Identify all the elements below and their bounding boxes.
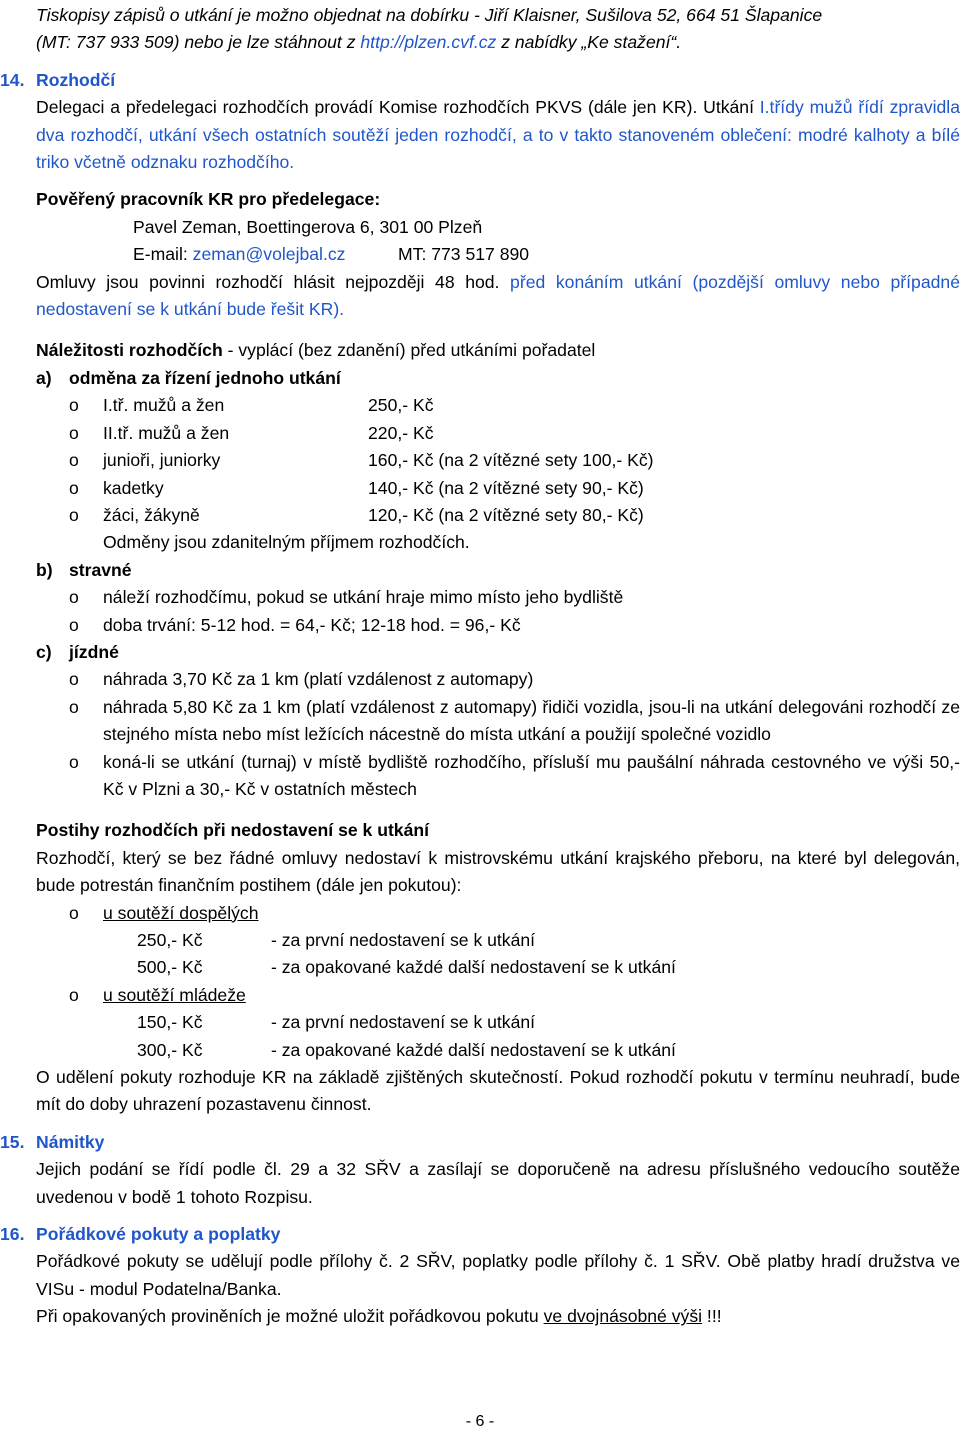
penalty-description: - za opakované každé další nedostavení se k utkání xyxy=(271,957,676,978)
fees-b-heading xyxy=(36,557,960,584)
repeat-offence-start: Při opakovaných proviněních je možné uložit pořádkovou pokutu xyxy=(36,1306,544,1327)
section-16-title: Pořádkové pokuty a poplatky xyxy=(36,1224,281,1245)
fee-amount: 220,- Kč xyxy=(368,422,434,443)
bullet-icon: o xyxy=(69,669,79,690)
list-item xyxy=(36,749,960,804)
fee-category: junioři, juniorky xyxy=(103,450,221,471)
fees-heading-rest: - vyplácí (bez zdanění) před utkáními pořadatel xyxy=(222,340,596,361)
penalty-row xyxy=(36,1009,960,1036)
penalty-row xyxy=(36,927,960,954)
bullet-icon: o xyxy=(69,395,79,416)
section-15-title: Námitky xyxy=(36,1131,105,1152)
delegate-name: Pavel Zeman, Boettingerova 6, 301 00 Plzeň xyxy=(133,216,483,237)
section-16-heading xyxy=(0,1221,960,1248)
youth-penalties-label: u soutěží mládeže xyxy=(103,984,246,1005)
bullet-icon: o xyxy=(69,696,79,717)
fees-a-label: a) xyxy=(36,367,52,388)
fee-amount: 250,- Kč xyxy=(368,395,434,416)
bullet-icon: o xyxy=(69,751,79,772)
fee-amount: 160,- Kč (na 2 vítězné sety 100,- Kč) xyxy=(368,450,654,471)
bullet-icon: o xyxy=(69,450,79,471)
fees-c-label: c) xyxy=(36,641,52,662)
excuse-paragraph xyxy=(36,269,960,324)
penalty-amount: 150,- Kč xyxy=(137,1012,203,1033)
section-15-number: 15. xyxy=(0,1131,25,1152)
fees-a-note: Odměny jsou zdanitelným příjmem rozhodčích. xyxy=(103,532,470,553)
bullet-icon: o xyxy=(69,504,79,525)
referee-delegation-paragraph xyxy=(36,94,960,176)
list-item xyxy=(36,694,960,749)
document-page xyxy=(0,2,960,1331)
delegate-contact-row xyxy=(133,241,960,268)
repeat-offence-emphasis: ve dvojnásobné výši xyxy=(543,1306,703,1327)
download-link[interactable]: http://plzen.cvf.cz xyxy=(360,32,497,53)
penalty-amount: 250,- Kč xyxy=(137,930,203,950)
fees-b-label: b) xyxy=(36,559,53,580)
fee-row xyxy=(36,420,960,447)
fee-category: žáci, žákyně xyxy=(103,504,200,525)
bullet-icon: o xyxy=(69,984,79,1005)
fee-row xyxy=(36,475,960,502)
penalty-amount: 500,- Kč xyxy=(137,957,203,978)
list-item-text: doba trvání: 5-12 hod. = 64,- Kč; 12-18 hod. = 96,- Kč xyxy=(103,614,521,635)
youth-penalties-heading xyxy=(36,982,960,1009)
fees-a-list xyxy=(36,392,960,556)
delegate-contact xyxy=(36,214,960,269)
fee-row xyxy=(36,392,960,419)
page-number: - 6 - xyxy=(465,1413,495,1430)
bullet-icon: o xyxy=(69,422,79,443)
excuse-text-start: Omluvy jsou povinni rozhodčí hlásit nejpozději 48 hod. xyxy=(36,271,500,292)
fees-heading-bold: Náležitosti rozhodčích xyxy=(36,340,223,361)
list-item xyxy=(36,666,960,693)
adult-penalties-heading xyxy=(36,900,960,927)
fees-a-title: odměna za řízení jednoho utkání xyxy=(69,367,341,388)
fee-row xyxy=(36,447,960,474)
excuse-text-highlight: před konáním utkání (pozdější omluvy nebo případné nedostavení se k utkání bude řešit KR). xyxy=(36,271,960,320)
section-14-title: Rozhodčí xyxy=(36,69,116,90)
repeat-offence-end: !!! xyxy=(702,1306,722,1327)
fees-c-heading xyxy=(36,639,960,666)
list-item xyxy=(36,584,960,611)
adult-penalties-label: u soutěží dospělých xyxy=(103,902,259,923)
delegate-phone: MT: 773 517 890 xyxy=(398,244,530,265)
fee-category: kadetky xyxy=(103,477,164,498)
penalty-description: - za první nedostavení se k utkání xyxy=(271,930,536,950)
fee-row xyxy=(36,502,960,529)
fee-category: I.tř. mužů a žen xyxy=(103,395,225,416)
penalty-row xyxy=(36,1037,960,1064)
section-14-heading xyxy=(0,67,960,94)
intro-line2-end: z nabídky „Ke stažení“. xyxy=(496,32,682,53)
intro-line1: Tiskopisy zápisů o utkání je možno objednat na dobírku - Jiří Klaisner, Sušilova 52, 664 51 Šlapanice xyxy=(36,5,823,25)
list-item-text: náleží rozhodčímu, pokud se utkání hraje mimo místo jeho bydliště xyxy=(103,587,624,608)
bullet-icon: o xyxy=(69,477,79,498)
fees-c-title: jízdné xyxy=(69,641,119,662)
repeat-offence-paragraph xyxy=(36,1303,960,1330)
list-item xyxy=(36,612,960,639)
list-item-text: náhrada 5,80 Kč za 1 km (platí vzdálenost z automapy) řidiči vozidla, jsou-li na utkání delegováni rozhodčí ze stejného místa nebo míst ležících nácestně do místa utkání a použijí společné vozidlo xyxy=(103,696,960,745)
delegation-text-highlight: I.třídy mužů řídí zpravidla dva rozhodčí, utkání všech ostatních soutěží jeden rozhodčí, a to v takto stanoveném oblečení: modré kalhoty a bílé triko včetně odznaku rozhodčího. xyxy=(36,97,960,173)
delegation-text-start: Delegaci a předelegaci rozhodčích provádí Komise rozhodčích PKVS (dále jen KR). Utkání xyxy=(36,97,760,118)
email-label: E-mail: xyxy=(133,244,193,265)
fees-b-title: stravné xyxy=(69,559,132,580)
penalty-description: - za první nedostavení se k utkání xyxy=(271,1012,536,1033)
fee-amount: 120,- Kč (na 2 vítězné sety 80,- Kč) xyxy=(368,504,644,525)
email-link[interactable]: zeman@volejbal.cz xyxy=(192,244,346,265)
penalty-description: - za opakované každé další nedostavení se k utkání xyxy=(271,1039,676,1060)
bullet-icon: o xyxy=(69,614,79,635)
section-16-number: 16. xyxy=(0,1224,25,1245)
section-14-number: 14. xyxy=(0,69,25,90)
fines-paragraph: Pořádkové pokuty se udělují podle přílohy č. 2 SŘV, poplatky podle přílohy č. 1 SŘV. Obě platby hradí družstva ve VISu - modul Podatelna/Banka. xyxy=(36,1251,960,1299)
penalty-heading: Postihy rozhodčích při nedostavení se k utkání xyxy=(36,820,430,841)
penalty-paragraph: Rozhodčí, který se bez řádné omluvy nedostaví k mistrovskému utkání krajského přeboru, na které byl delegován, bude potrestán finančním postihem (dále jen pokutou): xyxy=(36,847,960,896)
fees-heading xyxy=(36,337,960,364)
objections-paragraph: Jejich podání se řídí podle čl. 29 a 32 SŘV a zasílají se doporučeně na adresu příslušného vedoucího soutěže uvedenou v bodě 1 tohoto Rozpisu. xyxy=(36,1159,960,1207)
penalty-amount: 300,- Kč xyxy=(137,1039,203,1060)
fee-amount: 140,- Kč (na 2 vítězné sety 90,- Kč) xyxy=(368,477,644,498)
penalty-closing: O udělení pokuty rozhoduje KR na základě zjištěných skutečností. Pokud rozhodčí pokutu v termínu neuhradí, bude mít do doby uhrazení pozastavenu činnost. xyxy=(36,1067,960,1115)
bullet-icon: o xyxy=(69,902,79,923)
list-item-text: koná-li se utkání (turnaj) v místě bydliště rozhodčího, přísluší mu paušální náhrada cestovného ve výši 50,- Kč v Plzni a 30,- Kč v ostatních městech xyxy=(103,751,960,799)
delegate-heading: Pověřený pracovník KR pro předelegace: xyxy=(36,189,381,210)
section-15-heading xyxy=(0,1129,960,1156)
bullet-icon: o xyxy=(69,587,79,608)
penalty-row xyxy=(36,954,960,981)
intro-paragraph xyxy=(36,2,960,57)
list-item-text: náhrada 3,70 Kč za 1 km (platí vzdálenost z automapy) xyxy=(103,669,534,690)
intro-line2-start: (MT: 737 933 509) nebo je lze stáhnout z xyxy=(36,32,361,53)
fee-category: II.tř. mužů a žen xyxy=(103,422,230,443)
fees-a-heading xyxy=(36,365,960,392)
